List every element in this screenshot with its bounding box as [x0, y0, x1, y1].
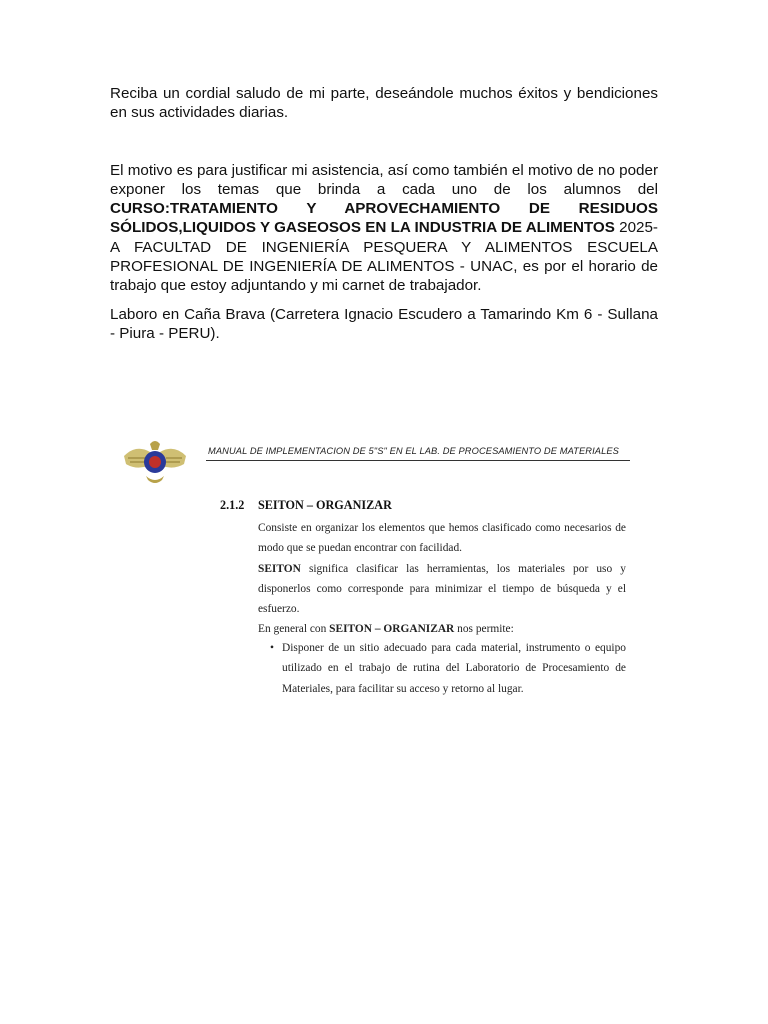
letter-body	[110, 84, 658, 343]
section-title: SEITON – ORGANIZAR	[258, 498, 392, 512]
section-heading	[220, 498, 392, 513]
line3-prefix: En general con	[258, 623, 330, 636]
section-number: 2.1.2	[220, 498, 245, 512]
line3-bold: SEITON – ORGANIZAR	[329, 623, 455, 636]
header-rule	[206, 460, 630, 461]
course-name: CURSO:TRATAMIENTO Y APROVECHAMIENTO DE RESIDUOS SÓLIDOS,LIQUIDOS Y GASEOSOS EN LA INDUSTRIA DE ALIMENTOS	[110, 200, 658, 237]
section-line-2	[258, 559, 626, 620]
bullet-item	[270, 638, 626, 699]
section-line-2-text: significa clasificar las herramientas, los materiales por uso y disponerlos como corresponde para minimizar el tiempo de búsqueda y el esfuerzo.	[258, 562, 626, 616]
seiton-bold: SEITON	[258, 562, 301, 575]
justification-rest: 2025-A FACULTAD DE INGENIERÍA PESQUERA Y ALIMENTOS ESCUELA PROFESIONAL DE INGENIERÍA DE ALIMENTOS - UNAC, es por el horario de trabajo que estoy adjuntando y mi carnet de trabajador.	[110, 219, 658, 295]
attached-manual-image	[118, 432, 640, 732]
section-line-1: Consiste en organizar los elementos que hemos clasificado como necesarios de modo que se puedan encontrar con facilidad.	[258, 522, 626, 555]
manual-header: MANUAL DE IMPLEMENTACION DE 5"S" EN EL LAB. DE PROCESAMIENTO DE MATERIALES	[208, 446, 619, 456]
workplace-paragraph: Laboro en Caña Brava (Carretera Ignacio Escudero a Tamarindo Km 6 - Sullana - Piura - PERU).	[110, 305, 658, 342]
justification-paragraph	[110, 161, 658, 296]
university-emblem-icon	[122, 436, 188, 488]
bullet-icon: •	[270, 642, 274, 654]
section-line-3	[258, 619, 626, 639]
bullet-text: Disponer de un sitio adecuado para cada material, instrumento o equipo utilizado en el trabajo de rutina del Laboratorio de Procesamiento de Materiales, para facilitar su acceso y retorno al lugar.	[282, 642, 626, 695]
greeting-paragraph: Reciba un cordial saludo de mi parte, deseándole muchos éxitos y bendiciones en sus actividades diarias.	[110, 85, 658, 122]
line3-suffix: nos permite:	[454, 623, 514, 636]
section-text	[258, 518, 626, 640]
justification-intro: El motivo es para justificar mi asistencia, así como también el motivo de no poder exponer los temas que brinda a cada uno de los alumnos del	[110, 161, 658, 198]
